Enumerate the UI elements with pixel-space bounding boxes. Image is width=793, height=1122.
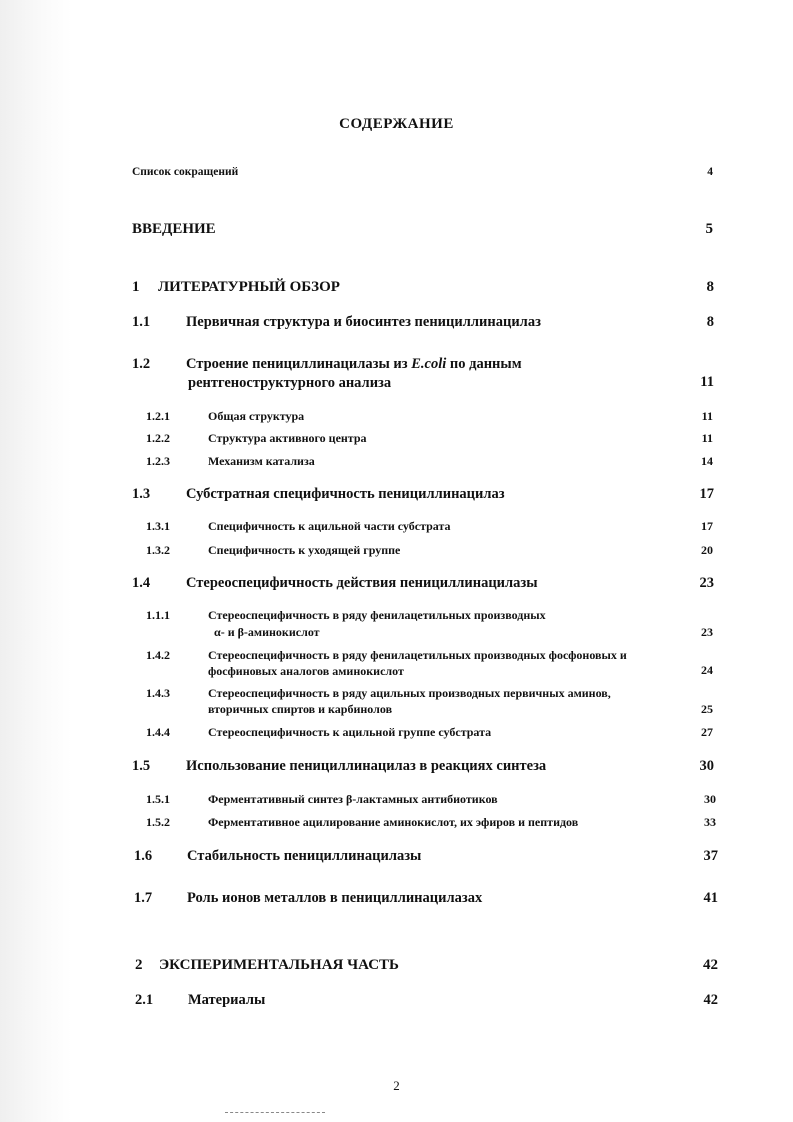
section-number: 2.1 bbox=[135, 992, 154, 1008]
subsection-page: 20 bbox=[701, 543, 713, 557]
subsection-label: Ферментативное ацилирование аминокислот, их эфиров и пептидов bbox=[208, 815, 579, 829]
section-label: Роль ионов металлов в пенициллинацилазах bbox=[187, 890, 483, 906]
section-label: Стабильность пенициллинацилазы bbox=[187, 848, 422, 864]
chapter-number: 1 bbox=[132, 279, 140, 295]
section-number: 1.2 bbox=[132, 356, 151, 372]
section-label: Первичная структура и биосинтез пенициллинацилаз bbox=[186, 314, 541, 330]
subsection-number: 1.4.4 bbox=[146, 725, 170, 739]
section-number: 1.6 bbox=[134, 848, 153, 864]
section-number: 1.5 bbox=[132, 758, 151, 774]
section-number: 1.7 bbox=[134, 890, 153, 906]
scan-artifact bbox=[225, 1112, 325, 1115]
chapter-label: ЭКСПЕРИМЕНТАЛЬНАЯ ЧАСТЬ bbox=[159, 957, 399, 973]
entry-page: 5 bbox=[705, 221, 713, 237]
section-page: 42 bbox=[703, 992, 718, 1008]
subsection-number: 1.3.1 bbox=[146, 519, 170, 533]
section-page: 37 bbox=[703, 848, 718, 864]
organism-name: E.coli bbox=[411, 356, 447, 372]
label-part: Строение пенициллинацилазы из bbox=[186, 356, 412, 372]
subsection-page: 27 bbox=[701, 725, 713, 739]
subsection-number: 1.3.2 bbox=[146, 543, 170, 557]
subsection-label: Общая структура bbox=[208, 409, 305, 423]
section-label: Стереоспецифичность действия пенициллинацилазы bbox=[186, 575, 538, 591]
subsection-label-line1: Стереоспецифичность в ряду ацильных производных первичных аминов, bbox=[208, 686, 611, 700]
section-page: 41 bbox=[703, 890, 718, 906]
subsection-page: 30 bbox=[704, 792, 716, 806]
subsection-page: 23 bbox=[701, 625, 713, 639]
entry-page: 4 bbox=[707, 166, 713, 178]
entry-label: Список сокращений bbox=[132, 166, 239, 178]
section-number: 1.3 bbox=[132, 486, 151, 502]
subsection-label-line1: Стереоспецифичность в ряду фенилацетильных производных bbox=[208, 608, 546, 622]
subsection-label-line1: Стереоспецифичность в ряду фенилацетильных производных фосфоновых и bbox=[208, 648, 627, 662]
toc-title: СОДЕРЖАНИЕ bbox=[339, 116, 454, 132]
subsection-label-line2: фосфиновых аналогов аминокислот bbox=[208, 664, 404, 678]
section-label: Субстратная специфичность пенициллинацилаз bbox=[186, 486, 505, 502]
subsection-number: 1.2.1 bbox=[146, 409, 170, 423]
subsection-number: 1.1.1 bbox=[146, 608, 170, 622]
chapter-number: 2 bbox=[135, 957, 143, 973]
subsection-number: 1.4.2 bbox=[146, 648, 170, 662]
subsection-label-line2: α- и β-аминокислот bbox=[214, 625, 320, 639]
section-page: 23 bbox=[699, 575, 714, 591]
section-page: 17 bbox=[699, 486, 714, 502]
section-page: 30 bbox=[699, 758, 714, 774]
page-number: 2 bbox=[393, 1078, 400, 1093]
subsection-page: 14 bbox=[701, 454, 713, 468]
section-label: Использование пенициллинацилаз в реакциях синтеза bbox=[186, 758, 547, 774]
section-page: 11 bbox=[700, 374, 714, 390]
subsection-label: Ферментативный синтез β-лактамных антибиотиков bbox=[208, 792, 498, 806]
subsection-label: Стереоспецифичность к ацильной группе субстрата bbox=[208, 725, 492, 739]
chapter-page: 42 bbox=[703, 957, 718, 973]
subsection-number: 1.4.3 bbox=[146, 686, 170, 700]
label-part: по данным bbox=[446, 356, 522, 372]
subsection-label: Механизм катализа bbox=[208, 454, 315, 468]
subsection-page: 11 bbox=[701, 409, 713, 423]
subsection-page: 33 bbox=[704, 815, 716, 829]
subsection-label: Специфичность к ацильной части субстрата bbox=[208, 519, 451, 533]
section-number: 1.4 bbox=[132, 575, 151, 591]
entry-label: ВВЕДЕНИЕ bbox=[132, 221, 216, 237]
chapter-label: ЛИТЕРАТУРНЫЙ ОБЗОР bbox=[158, 279, 340, 295]
subsection-number: 1.2.3 bbox=[146, 454, 170, 468]
subsection-label-line2: вторичных спиртов и карбинолов bbox=[208, 702, 393, 716]
section-label: Материалы bbox=[188, 992, 266, 1008]
subsection-label: Специфичность к уходящей группе bbox=[208, 543, 401, 557]
section-page: 8 bbox=[706, 314, 714, 330]
section-label bbox=[186, 356, 522, 373]
section-label-line2: рентгеноструктурного анализа bbox=[188, 375, 392, 391]
subsection-number: 1.2.2 bbox=[146, 431, 170, 445]
subsection-number: 1.5.1 bbox=[146, 792, 170, 806]
subsection-page: 11 bbox=[701, 431, 713, 445]
subsection-number: 1.5.2 bbox=[146, 815, 170, 829]
chapter-page: 8 bbox=[706, 279, 714, 295]
subsection-page: 17 bbox=[701, 519, 713, 533]
subsection-page: 25 bbox=[701, 702, 713, 716]
subsection-label: Структура активного центра bbox=[208, 431, 367, 445]
scan-edge-shadow bbox=[0, 0, 72, 1122]
subsection-page: 24 bbox=[701, 663, 713, 677]
section-number: 1.1 bbox=[132, 314, 151, 330]
